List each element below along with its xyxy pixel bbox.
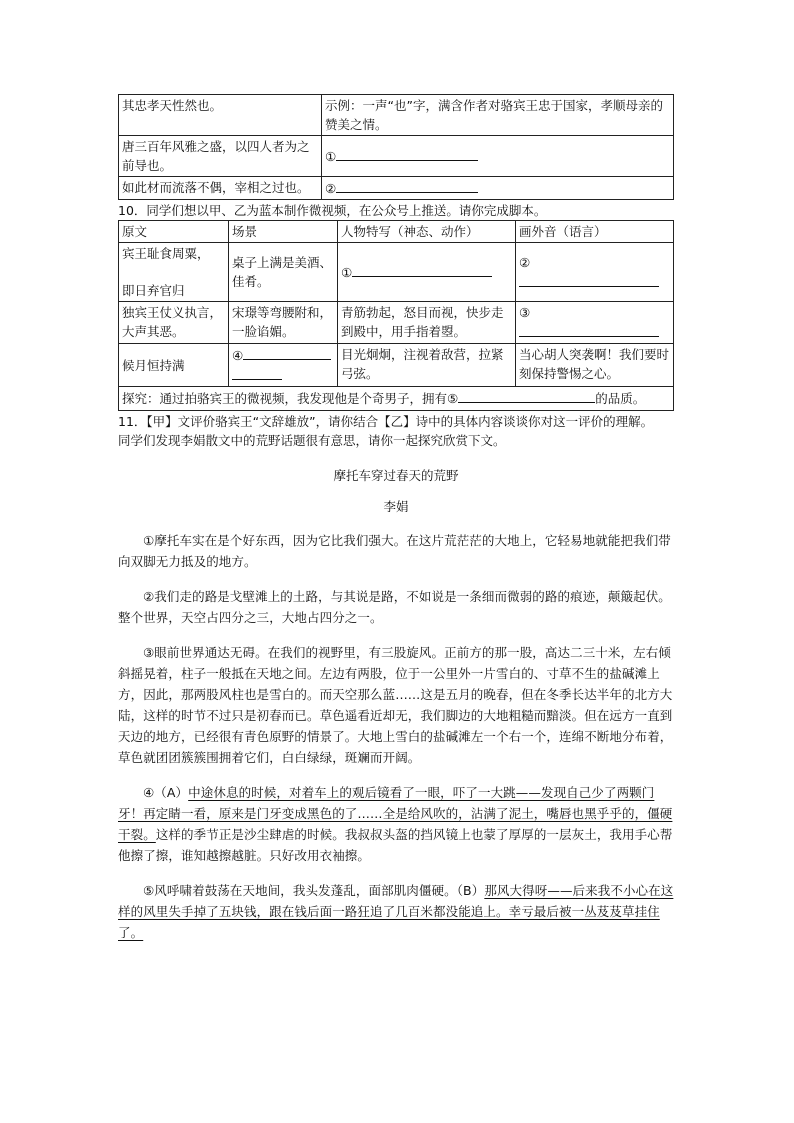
paragraph-4: [118, 782, 674, 866]
paragraph-3: ③眼前世界通达无碍。在我们的视野里，有三股旋风。正前方的那一股，高达二三十米，左右倾斜摇晃着，柱子一般抵在天地之间。左边有两股，位于一公里外一片雪白的、寸草不生的盐碱滩上方，因此，那两股风柱也是雪白的。而天空那么蓝……这是五月的晚春，但在冬季长达半年的北方大陆，这样的时节不过只是初春而已。草色遥看近却无，我们脚边的大地粗糙而黯淡。但在远方一直到天边的地方，已经很有青色原野的情景了。大地上雪白的盐碱滩左一个右一个，连绵不断地分布着，草色就团团簇簇围拥着它们，白白绿绿，斑斓而开阔。: [118, 645, 673, 765]
blank-label: ③: [519, 305, 531, 320]
column-header: 画外音（语言）: [516, 221, 674, 243]
explore-prefix: 探究：通过拍骆宾王的微视频，我发现他是个奇男子，拥有⑤: [122, 391, 459, 406]
paragraph-5-prefix: ⑤风呼啸着鼓荡在天地间，我头发蓬乱，面部肌肉僵硬。（B）: [143, 883, 485, 898]
table-cell: 宋璟等弯腰附和，一脸谄媚。: [229, 302, 338, 344]
table-cell: 目光炯炯，注视着敌营，拉紧弓弦。: [338, 344, 516, 387]
cell-line: 宾王耻食周粟，: [122, 246, 210, 261]
table-cell: 唐三百年风雅之盛，以四人者为之前导也。: [119, 136, 322, 177]
table-cell: [338, 243, 516, 302]
table-cell: 如此材而流落不偶，宰相之过也。: [119, 177, 322, 200]
table-cell: 示例：一声“也”字，满含作者对骆宾王忠于国家，孝顺母亲的赞美之情。: [322, 95, 674, 136]
cell-line: 即日弃官归: [122, 283, 185, 298]
table-cell: [322, 177, 674, 200]
table-row: [119, 344, 674, 387]
answer-blank-1[interactable]: [336, 146, 478, 161]
answer-blank-3[interactable]: [519, 322, 659, 337]
answer-blank-5[interactable]: [458, 388, 595, 403]
table-header-row: [119, 221, 674, 243]
column-header: 原文: [119, 221, 229, 243]
table-cell: 青筋勃起，怒目而视，快步走到殿中，用手指着曌。: [338, 302, 516, 344]
answer-blank-1[interactable]: [352, 262, 492, 277]
blank-label: ④: [232, 348, 244, 363]
table-row: [119, 387, 674, 411]
table-row: [119, 302, 674, 344]
underlined-sentence-b: 那风大得呀——后来我不小心在这样的风里失手掉了五块钱，跟在钱后面一路狂追了几百米都没能追上。幸亏最后被一丛芨芨草挂住了。: [118, 883, 674, 940]
article-author: 李娟: [383, 499, 409, 514]
table-row: [119, 177, 674, 200]
paragraph-4-prefix: ④（A）: [143, 785, 189, 800]
explore-suffix: 的品质。: [595, 391, 646, 406]
answer-blank-2[interactable]: [336, 178, 478, 193]
table-row: [119, 243, 674, 302]
underlined-sentence-a: 中途休息的时候，对着车上的观后镜看了一眼，吓了一大跳——发现自己少了两颗门牙！再定睛一看，原来是门牙变成黑色的了……全是给风吹的，沾满了泥土，嘴唇也黑乎乎的，僵硬干裂。: [118, 785, 673, 842]
document-page: [118, 94, 674, 943]
table-cell: 当心胡人突袭啊！我们要时刻保持警惕之心。: [516, 344, 674, 387]
table-row: [119, 95, 674, 136]
column-header: 场景: [229, 221, 338, 243]
question-10: 10．同学们想以甲、乙为蓝本制作微视频，在公众号上推送。请你完成脚本。: [118, 203, 547, 218]
blank-label: ①: [325, 149, 337, 164]
table-cell: [119, 243, 229, 302]
answer-blank-4[interactable]: [243, 345, 331, 360]
column-header: 人物特写（神态、动作）: [338, 221, 516, 243]
intro-text: 同学们发现李娟散文中的荒野话题很有意思，请你一起探究欣赏下文。: [118, 433, 506, 448]
table-cell: [516, 243, 674, 302]
table-cell: [516, 302, 674, 344]
table-cell: [322, 136, 674, 177]
table-cell: 桌子上满是美酒、佳肴。: [229, 243, 338, 302]
paragraph-5: [118, 880, 674, 943]
article-title: 摩托车穿过春天的荒野: [333, 468, 459, 483]
table-cell: 独宾王仗义执言，大声其恶。: [119, 302, 229, 344]
question-11: 11．【甲】文评价骆宾王“文辞雄放”，请你结合【乙】诗中的具体内容谈谈你对这一评价的理解。: [118, 414, 654, 429]
answer-blank-4-cont[interactable]: [232, 365, 282, 380]
explore-cell: [119, 387, 674, 411]
table-annotations: [118, 94, 674, 200]
blank-label: ①: [341, 265, 353, 280]
paragraph-4-rest: 这样的季节正是沙尘肆虐的时候。我叔叔头盔的挡风镜上也蒙了厚厚的一层灰土，我用手心帮他擦了擦，谁知越擦越脏。只好改用衣袖擦。: [118, 827, 673, 863]
blank-label: ②: [519, 254, 531, 270]
answer-blank-2[interactable]: [519, 272, 659, 287]
blank-label: ②: [325, 181, 337, 196]
table-row: [119, 136, 674, 177]
table-script: [118, 220, 674, 411]
table-cell: 其忠孝天性然也。: [119, 95, 322, 136]
table-cell: 候月恒持满: [119, 344, 229, 387]
table-cell: [229, 344, 338, 387]
paragraph-1: ①摩托车实在是个好东西，因为它比我们强大。在这片荒茫茫的大地上，它轻易地就能把我们带向双脚无力抵及的地方。: [118, 533, 671, 569]
paragraph-2: ②我们走的路是戈壁滩上的土路，与其说是路，不如说是一条细而微弱的路的痕迹，颠簸起伏。整个世界，天空占四分之三，大地占四分之一。: [118, 589, 671, 625]
